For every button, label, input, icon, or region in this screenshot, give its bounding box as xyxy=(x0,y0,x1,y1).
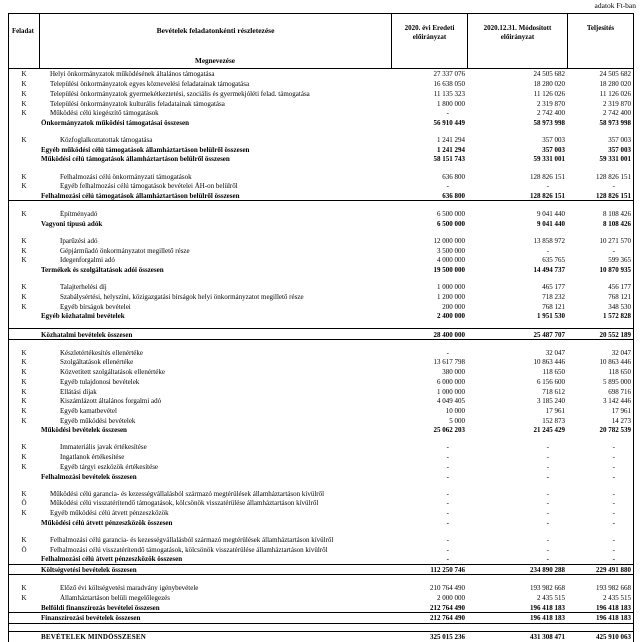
row-value-fulfilled: 2 742 400 xyxy=(603,109,631,118)
row-value-fulfilled: 2 319 870 xyxy=(603,99,631,108)
table-row xyxy=(9,255,633,265)
row-label: Immateriális javak értékesítése xyxy=(60,443,147,452)
table-row xyxy=(9,367,633,377)
row-value-modified: 2 742 400 xyxy=(537,109,565,118)
row-label: Működési bevételek összesen xyxy=(41,426,127,435)
row-label: Költségvetési bevételek összesen xyxy=(41,566,137,575)
row-value-original: 5 000 xyxy=(449,416,465,425)
table-row xyxy=(9,245,633,255)
row-value-original: 10 000 xyxy=(445,406,465,415)
row-value-fulfilled: 698 716 xyxy=(608,387,631,396)
row-label: Működési célú visszatérítendő támogatások, kölcsönök visszatérülése államháztartáson kívülről xyxy=(50,499,319,508)
table-row xyxy=(9,88,633,98)
row-value-modified: - xyxy=(546,509,549,518)
row-value-fulfilled: - xyxy=(612,453,615,462)
row-value-modified: 58 973 998 xyxy=(533,118,565,127)
row-value-original: - xyxy=(446,472,449,481)
row-value-fulfilled: - xyxy=(612,535,615,544)
row-value-original: - xyxy=(446,462,449,471)
row-value-fulfilled: 128 826 151 xyxy=(596,192,631,201)
row-value-original: 2 000 000 xyxy=(437,593,465,602)
row-label: Iparűzési adó xyxy=(60,237,98,246)
row-value-original: - xyxy=(446,509,449,518)
row-feladat-code: K xyxy=(21,358,27,367)
table-row xyxy=(9,535,633,545)
row-value-original: 1 241 294 xyxy=(437,145,465,154)
row-value-fulfilled: 229 491 880 xyxy=(596,566,631,575)
row-label: Egyéb közhatalmi bevételek xyxy=(41,312,125,321)
table-row xyxy=(9,425,633,435)
table-row xyxy=(9,357,633,367)
row-label: Ingatlanok értékesítése xyxy=(60,453,125,462)
row-feladat-code: K xyxy=(21,302,27,311)
row-feladat-code: K xyxy=(21,387,27,396)
row-label: Készletértékesítés ellenértéke xyxy=(60,348,143,357)
row-label: Egyéb működési bevételek xyxy=(60,416,136,425)
table-row xyxy=(9,292,633,302)
row-feladat-code: K xyxy=(21,593,27,602)
table-row xyxy=(9,498,633,508)
row-value-fulfilled: 357 003 xyxy=(608,145,631,154)
row-value-original: 325 015 236 xyxy=(430,633,465,642)
row-value-fulfilled: 10 870 935 xyxy=(599,266,631,275)
row-feladat-code: K xyxy=(21,348,27,357)
row-label: Működési célú kiegészítő támogatások xyxy=(50,109,159,118)
table-row xyxy=(9,144,633,154)
table-row xyxy=(9,218,633,228)
row-feladat-code: K xyxy=(21,377,27,386)
row-value-original: 636 800 xyxy=(442,172,465,181)
row-feladat-code: K xyxy=(21,462,27,471)
row-value-modified: 11 126 026 xyxy=(533,89,565,98)
row-label: Felhalmozási célú támogatások államháztartáson belülről összesen xyxy=(41,192,240,201)
row-feladat-code: K xyxy=(21,293,27,302)
table-row xyxy=(9,376,633,386)
table-row xyxy=(9,508,633,518)
row-value-fulfilled: 17 961 xyxy=(611,406,631,415)
row-label: Idegenforgalmi adó xyxy=(60,256,115,265)
row-value-modified: - xyxy=(546,182,549,191)
table-row xyxy=(9,265,633,275)
table-row xyxy=(9,592,633,602)
row-value-fulfilled: 128 826 151 xyxy=(596,172,631,181)
row-value-fulfilled: - xyxy=(612,462,615,471)
table-row xyxy=(9,171,633,181)
table-row xyxy=(9,415,633,425)
row-feladat-code: Ö xyxy=(21,545,27,554)
row-feladat-code: K xyxy=(21,509,27,518)
row-value-fulfilled: 1 572 828 xyxy=(603,312,631,321)
row-value-original: - xyxy=(446,535,449,544)
row-feladat-code: K xyxy=(21,489,27,498)
row-value-fulfilled: - xyxy=(612,472,615,481)
row-label: Felhalmozási célú átvett pénzeszközök összesen xyxy=(41,555,183,564)
row-value-modified: 118 650 xyxy=(542,368,565,377)
row-label: Szolgáltatások ellenértéke xyxy=(60,358,134,367)
row-value-original: 2 400 000 xyxy=(437,312,465,321)
row-value-original: - xyxy=(446,518,449,527)
row-value-modified: 768 121 xyxy=(542,302,565,311)
row-value-original: 112 250 746 xyxy=(430,566,465,575)
row-value-fulfilled: - xyxy=(612,509,615,518)
table-row xyxy=(9,236,633,246)
row-value-modified: - xyxy=(546,472,549,481)
header-fulfillment: Teljesítés xyxy=(567,14,633,68)
row-feladat-code: K xyxy=(21,368,27,377)
row-value-fulfilled: - xyxy=(612,489,615,498)
table-row xyxy=(9,631,633,642)
row-value-original: 6 000 000 xyxy=(437,377,465,386)
row-label: Települési önkormányzatok egyes köznevelési feladatainak támogatása xyxy=(50,80,250,89)
row-feladat-code: K xyxy=(21,237,27,246)
table-row xyxy=(9,69,633,79)
row-value-modified: 718 612 xyxy=(542,387,565,396)
header-title: Bevételek feladatonkénti részletezése xyxy=(39,14,391,68)
row-feladat-code: K xyxy=(21,416,27,425)
row-value-fulfilled: 20 782 539 xyxy=(599,426,631,435)
row-value-modified: 3 185 240 xyxy=(537,397,565,406)
row-value-original: - xyxy=(446,182,449,191)
row-feladat-code: K xyxy=(21,453,27,462)
table-row xyxy=(9,79,633,89)
row-value-modified: - xyxy=(546,462,549,471)
row-value-modified: 32 047 xyxy=(545,348,565,357)
row-feladat-code: Ö xyxy=(21,499,27,508)
row-value-fulfilled: 193 982 668 xyxy=(596,584,631,593)
row-value-fulfilled: 456 177 xyxy=(608,283,631,292)
row-feladat-code: K xyxy=(21,584,27,593)
row-value-fulfilled: 2 435 515 xyxy=(603,593,631,602)
row-value-modified: - xyxy=(546,489,549,498)
row-value-original: 28 400 000 xyxy=(433,330,465,339)
row-value-original: 380 000 xyxy=(442,368,465,377)
row-value-original: 6 500 000 xyxy=(437,219,465,228)
row-label: Talajterhelési díj xyxy=(60,283,107,292)
row-feladat-code: K xyxy=(21,256,27,265)
header-original-budget: 2020. évi Eredeti előirányzat xyxy=(391,14,467,68)
row-value-modified: - xyxy=(546,545,549,554)
row-value-original: - xyxy=(446,499,449,508)
row-value-modified: 357 003 xyxy=(542,136,565,145)
units-note: adatok Ft-ban xyxy=(594,1,636,10)
row-label: Felhalmozási célú visszatérítendő támogatások, kölcsönök visszatérülése államháztartáson kívülről xyxy=(50,545,328,554)
row-feladat-code: K xyxy=(21,246,27,255)
table-row xyxy=(9,328,633,340)
row-value-modified: 152 873 xyxy=(542,416,565,425)
row-value-fulfilled: 8 108 426 xyxy=(603,210,631,219)
row-value-fulfilled: 5 895 000 xyxy=(603,377,631,386)
table-row xyxy=(9,311,633,321)
row-label: Előző évi költségvetési maradvány igénybevétele xyxy=(60,584,199,593)
row-value-modified: 431 308 471 xyxy=(530,633,565,642)
table-row xyxy=(9,135,633,145)
table-row xyxy=(9,452,633,462)
row-label: Önkormányzatok működési támogatásai összesen xyxy=(41,118,189,127)
row-label: BEVÉTELEK MINDÖSSZESEN xyxy=(41,633,146,642)
row-value-original: 4 049 405 xyxy=(437,397,465,406)
row-value-modified: 128 826 151 xyxy=(530,192,565,201)
row-value-fulfilled: 196 418 183 xyxy=(596,603,631,612)
table-row xyxy=(9,554,633,564)
table-row xyxy=(9,191,633,202)
row-value-fulfilled: - xyxy=(612,443,615,452)
row-label: Közvetített szolgáltatások ellenértéke xyxy=(60,368,165,377)
row-value-fulfilled: 118 650 xyxy=(608,368,631,377)
table-row xyxy=(9,386,633,396)
row-value-fulfilled: 32 047 xyxy=(611,348,631,357)
row-value-original: 13 617 798 xyxy=(433,358,465,367)
table-row xyxy=(9,347,633,357)
row-value-fulfilled: 20 552 189 xyxy=(599,330,631,339)
row-value-modified: - xyxy=(546,499,549,508)
row-feladat-code: K xyxy=(21,535,27,544)
row-value-original: 3 500 000 xyxy=(437,246,465,255)
table-header xyxy=(9,14,633,69)
row-feladat-code: K xyxy=(21,397,27,406)
row-value-original: 11 135 323 xyxy=(433,89,465,98)
table-row xyxy=(9,602,633,613)
row-value-original: 19 500 000 xyxy=(433,266,465,275)
row-value-fulfilled: 24 505 682 xyxy=(599,70,631,79)
table-row xyxy=(9,117,633,127)
row-value-modified: 9 041 440 xyxy=(537,219,565,228)
row-value-fulfilled: 8 108 426 xyxy=(603,219,631,228)
table-row xyxy=(9,517,633,527)
row-value-fulfilled: 10 271 570 xyxy=(599,237,631,246)
row-value-fulfilled: 357 003 xyxy=(608,136,631,145)
table-row xyxy=(9,488,633,498)
row-value-original: 1 200 000 xyxy=(437,293,465,302)
table-row xyxy=(9,396,633,406)
table-row xyxy=(9,583,633,593)
row-value-modified: 13 858 972 xyxy=(533,237,565,246)
row-label: Felhalmozási bevételek összesen xyxy=(41,472,137,481)
row-value-original: 200 000 xyxy=(442,302,465,311)
row-value-modified: 196 418 183 xyxy=(530,614,565,623)
header-subtitle-megnevezese: Megnevezése xyxy=(195,57,235,65)
row-value-modified: 9 041 440 xyxy=(537,210,565,219)
row-value-fulfilled: 425 910 063 xyxy=(596,633,631,642)
row-value-original: 6 500 000 xyxy=(437,210,465,219)
row-value-original: - xyxy=(446,545,449,554)
row-label: Egyéb bírságok bevételei xyxy=(60,302,131,311)
row-label: Egyéb működési célú átvett pénzeszközök xyxy=(50,509,169,518)
row-feladat-code: K xyxy=(21,443,27,452)
table-rows xyxy=(9,69,633,642)
row-value-modified: 718 232 xyxy=(542,293,565,302)
header-modified-budget: 2020.12.31. Módosított előirányzat xyxy=(467,14,567,68)
row-label: Egyéb felhalmozási célú támogatások bevételei ÁH-on belülről xyxy=(60,182,238,191)
row-value-modified: 25 487 707 xyxy=(533,330,565,339)
row-value-modified: - xyxy=(546,535,549,544)
row-label: Működési célú átvett pénzeszközök összesen xyxy=(41,518,173,527)
table-row xyxy=(9,181,633,191)
row-label: Finanszírozási bevételek összesen xyxy=(41,614,141,623)
row-feladat-code: K xyxy=(21,283,27,292)
row-value-modified: 2 319 870 xyxy=(537,99,565,108)
row-value-original: - xyxy=(446,453,449,462)
row-value-fulfilled: - xyxy=(612,545,615,554)
row-value-original: - xyxy=(446,348,449,357)
table-row xyxy=(9,108,633,118)
row-value-fulfilled: - xyxy=(612,499,615,508)
row-label: Működési célú támogatások államháztartáson belülről összesen xyxy=(41,155,230,164)
header-feladat: Feladat xyxy=(12,28,34,35)
row-label: Vagyoni típusú adók xyxy=(41,219,103,228)
row-feladat-code: K xyxy=(21,182,27,191)
row-value-original: 16 638 050 xyxy=(433,80,465,89)
row-label: Közhatalmi bevételek összesen xyxy=(41,330,133,339)
table-row xyxy=(9,442,633,452)
row-value-fulfilled: - xyxy=(612,246,615,255)
row-value-original: 58 151 743 xyxy=(433,155,465,164)
table-row xyxy=(9,282,633,292)
row-value-modified: 24 505 682 xyxy=(533,70,565,79)
row-value-fulfilled: - xyxy=(612,182,615,191)
revenue-table xyxy=(8,13,634,642)
row-label: Egyéb tulajdonosi bevételek xyxy=(60,377,140,386)
row-value-fulfilled: 3 142 446 xyxy=(603,397,631,406)
row-feladat-code: K xyxy=(21,172,27,181)
row-value-modified: 14 494 737 xyxy=(533,266,565,275)
row-value-fulfilled: 59 331 001 xyxy=(599,155,631,164)
row-value-original: 212 764 490 xyxy=(430,614,465,623)
row-value-modified: - xyxy=(546,453,549,462)
row-label: Működési célú garancia- és kezességvállalásból származó megtérülések államháztartáson kívülről xyxy=(50,489,325,498)
row-value-modified: 357 003 xyxy=(542,145,565,154)
row-feladat-code: K xyxy=(21,406,27,415)
row-value-fulfilled: 10 863 446 xyxy=(599,358,631,367)
row-value-fulfilled: 348 530 xyxy=(608,302,631,311)
table-row xyxy=(9,613,633,624)
row-value-fulfilled: - xyxy=(612,518,615,527)
row-label: Belföldi finanszírozás bevételei összesen xyxy=(41,603,160,612)
table-row xyxy=(9,564,633,576)
row-value-fulfilled: 196 418 183 xyxy=(596,614,631,623)
row-value-modified: - xyxy=(546,246,549,255)
row-value-original: - xyxy=(446,109,449,118)
row-label: Kiszámlázott általános forgalmi adó xyxy=(60,397,162,406)
row-feladat-code: K xyxy=(21,136,27,145)
table-row xyxy=(9,98,633,108)
table-row xyxy=(9,471,633,481)
row-feladat-code: K xyxy=(21,89,27,98)
row-label: Közfoglalkoztatottak támogatása xyxy=(60,136,153,145)
row-value-original: - xyxy=(446,555,449,564)
row-feladat-code: K xyxy=(21,109,27,118)
row-value-fulfilled: 58 973 998 xyxy=(599,118,631,127)
row-feladat-code: K xyxy=(21,210,27,219)
row-value-modified: 196 418 183 xyxy=(530,603,565,612)
row-value-original: 4 000 000 xyxy=(437,256,465,265)
row-feladat-code: K xyxy=(21,70,27,79)
row-label: Gépjárműadó önkormányzatot megillető része xyxy=(60,246,190,255)
row-label: Egyéb tárgyi eszközök értékesítése xyxy=(60,462,159,471)
row-value-fulfilled: - xyxy=(612,555,615,564)
row-value-modified: 59 331 001 xyxy=(533,155,565,164)
table-row xyxy=(9,461,633,471)
row-value-original: 56 910 449 xyxy=(433,118,465,127)
row-value-original: 212 764 490 xyxy=(430,603,465,612)
table-row xyxy=(9,209,633,219)
row-value-original: 636 800 xyxy=(442,192,465,201)
row-label: Települési önkormányzatok kulturális feladatainak támogatása xyxy=(50,99,225,108)
row-value-modified: 193 982 668 xyxy=(530,584,565,593)
row-value-modified: 1 951 530 xyxy=(537,312,565,321)
row-label: Felhalmozási célú garancia- és kezességvállalásból származó megtérülések államháztartáson kívülről xyxy=(50,535,334,544)
row-feladat-code: K xyxy=(21,80,27,89)
row-value-original: 1 241 294 xyxy=(437,136,465,145)
row-value-original: 1 000 000 xyxy=(437,283,465,292)
table-row xyxy=(9,405,633,415)
row-value-original: 27 337 076 xyxy=(433,70,465,79)
row-value-modified: 2 435 515 xyxy=(537,593,565,602)
row-label: Államháztartáson belüli megelőlegezés xyxy=(60,593,171,602)
row-value-modified: 10 863 446 xyxy=(533,358,565,367)
row-value-modified: - xyxy=(546,518,549,527)
row-value-fulfilled: 768 121 xyxy=(608,293,631,302)
row-label: Egyéb működési célú támogatások államháztartáson belülről összesen xyxy=(41,145,250,154)
row-value-modified: 18 280 020 xyxy=(533,80,565,89)
row-value-original: 12 000 000 xyxy=(433,237,465,246)
row-value-modified: 17 961 xyxy=(545,406,565,415)
row-value-modified: 635 765 xyxy=(542,256,565,265)
row-label: Helyi önkormányzatok működésének általános támogatása xyxy=(50,70,215,79)
row-value-modified: - xyxy=(546,443,549,452)
row-value-fulfilled: 11 126 026 xyxy=(599,89,631,98)
row-value-modified: 234 890 288 xyxy=(530,566,565,575)
row-feladat-code: K xyxy=(21,99,27,108)
row-label: Felhalmozási célú önkormányzati támogatások xyxy=(60,172,192,181)
row-value-modified: - xyxy=(546,555,549,564)
table-row xyxy=(9,544,633,554)
row-label: Ellátási díjak xyxy=(60,387,97,396)
row-value-modified: 21 245 429 xyxy=(533,426,565,435)
row-value-modified: 6 156 600 xyxy=(537,377,565,386)
row-label: Termékek és szolgáltatások adói összesen xyxy=(41,266,164,275)
row-value-fulfilled: 14 273 xyxy=(611,416,631,425)
row-value-original: - xyxy=(446,443,449,452)
row-value-fulfilled: 599 365 xyxy=(608,256,631,265)
row-value-modified: 465 177 xyxy=(542,283,565,292)
row-label: Szabálysértési, helyszíni, közigazgatási bírságok helyi önkormányzatot megillető része xyxy=(60,293,304,302)
row-value-original: - xyxy=(446,489,449,498)
row-label: Települési önkormányzatok gyermekétkeztetési, szociális és gyermekjóléti felad. támogatása xyxy=(50,89,310,98)
row-label: Építményadó xyxy=(60,210,98,219)
row-value-fulfilled: 18 280 020 xyxy=(599,80,631,89)
row-value-original: 25 062 203 xyxy=(433,426,465,435)
row-value-modified: 128 826 151 xyxy=(530,172,565,181)
table-row xyxy=(9,301,633,311)
table-row xyxy=(9,154,633,164)
row-value-original: 1 000 000 xyxy=(437,387,465,396)
row-value-original: 1 800 000 xyxy=(437,99,465,108)
row-value-original: 210 764 490 xyxy=(430,584,465,593)
row-label: Egyéb kamatbevétel xyxy=(60,406,117,415)
